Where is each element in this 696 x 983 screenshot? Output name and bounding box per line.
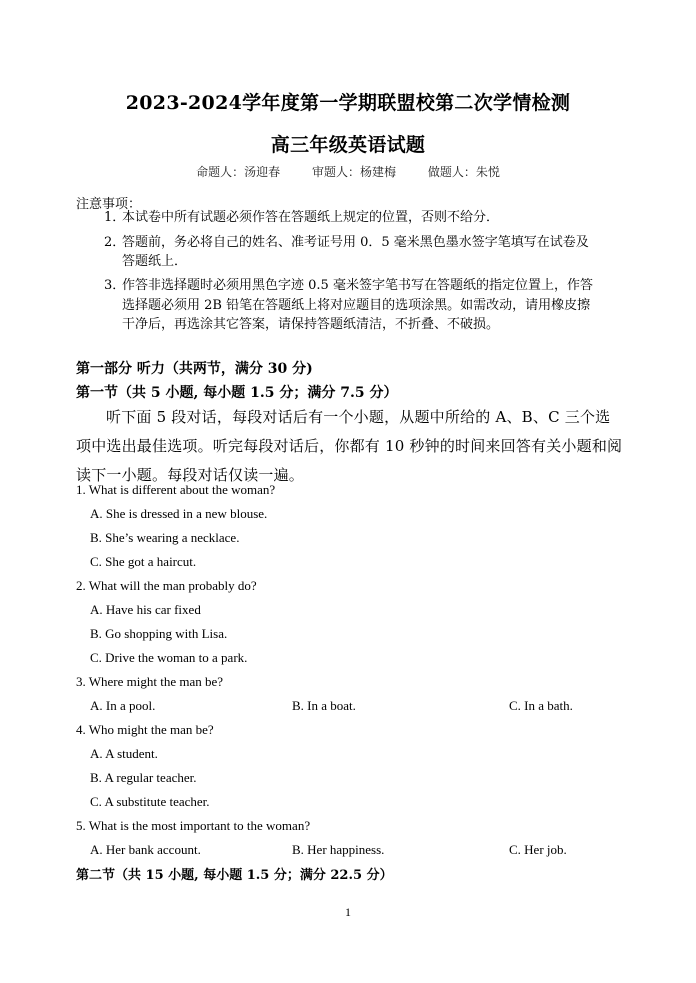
question-1: 1. What is different about the woman? — [76, 482, 276, 497]
section2-heading: 第二节（共 15 小题, 每小题 1.5 分；满分 22.5 分） — [76, 868, 393, 883]
q1-option-b: B. She’s wearing a necklace. — [90, 530, 240, 545]
q4-option-c: C. A substitute teacher. — [90, 794, 210, 809]
question-2: 2. What will the man probably do? — [76, 578, 257, 593]
q3-option-c: C. In a bath. — [509, 698, 573, 713]
q4-option-a: A. A student. — [90, 746, 158, 761]
question-4: 4. Who might the man be? — [76, 722, 214, 737]
question-3: 3. Where might the man be? — [76, 674, 224, 689]
exam-subtitle: 高三年级英语试题 — [270, 134, 426, 156]
q5-option-b: B. Her happiness. — [292, 842, 385, 857]
notice-item-3: 3．作答非选择题时必须用黑色字迹 0.5 毫米签字笔书写在答题纸的指定位置上，作答 — [104, 278, 593, 293]
q1-option-a: A. She is dressed in a new blouse. — [90, 506, 268, 521]
q5-option-c: C. Her job. — [509, 842, 567, 857]
notice-item-1: 1．本试卷中所有试题必须作答在答题纸上规定的位置，否则不给分． — [104, 210, 500, 225]
q4-option-b: B. A regular teacher. — [90, 770, 197, 785]
q2-option-b: B. Go shopping with Lisa. — [90, 626, 228, 641]
q5-option-a: A. Her bank account. — [90, 842, 201, 857]
notice-item-3-cont-2: 干净后，再选涂其它答案，请保持答题纸清洁，不折叠、不破损。 — [122, 317, 500, 332]
notice-item-2-cont: 答题纸上． — [122, 254, 188, 269]
notice-heading: 注意事项： — [76, 197, 142, 212]
notice-item-3-cont-1: 选择题必须用 2B 铅笔在答题纸上将对应题目的选项涂黑。如需改动，请用橡皮擦 — [122, 298, 591, 313]
q3-option-a: A. In a pool. — [90, 698, 156, 713]
notice-item-2: 2．答题前，务必将自己的姓名、准考证号用 0．5 毫米黑色墨水签字笔填写在试卷及 — [104, 235, 589, 250]
listening-instructions: 听下面 5 段对话，每段对话后有一个小题，从题中所给的 A、B、C 三个选项中选出最佳选项。听完每段对话后，你都有 10 秒钟的时间来回答有关小题和阅读下一小题。每段对话仅读一遍。 — [76, 408, 623, 484]
q3-option-b: B. In a boat. — [292, 698, 356, 713]
q2-option-a: A. Have his car fixed — [90, 602, 201, 617]
setter-label: 命题人：汤迎春 — [196, 165, 281, 179]
q2-option-c: C. Drive the woman to a park. — [90, 650, 248, 665]
exam-title: 2023-2024学年度第一学期联盟校第二次学情检测 — [125, 92, 571, 114]
section1-heading: 第一节（共 5 小题, 每小题 1.5 分；满分 7.5 分） — [76, 385, 398, 401]
page-number: 1 — [345, 905, 351, 919]
part1-heading: 第一部分 听力（共两节，满分 30 分) — [76, 361, 313, 377]
authors-line — [0, 163, 696, 180]
tester-label: 做题人：朱悦 — [427, 165, 500, 179]
q1-option-c: C. She got a haircut. — [90, 554, 197, 569]
reviewer-label: 审题人：杨建梅 — [311, 165, 396, 179]
question-5: 5. What is the most important to the woman? — [76, 818, 311, 833]
